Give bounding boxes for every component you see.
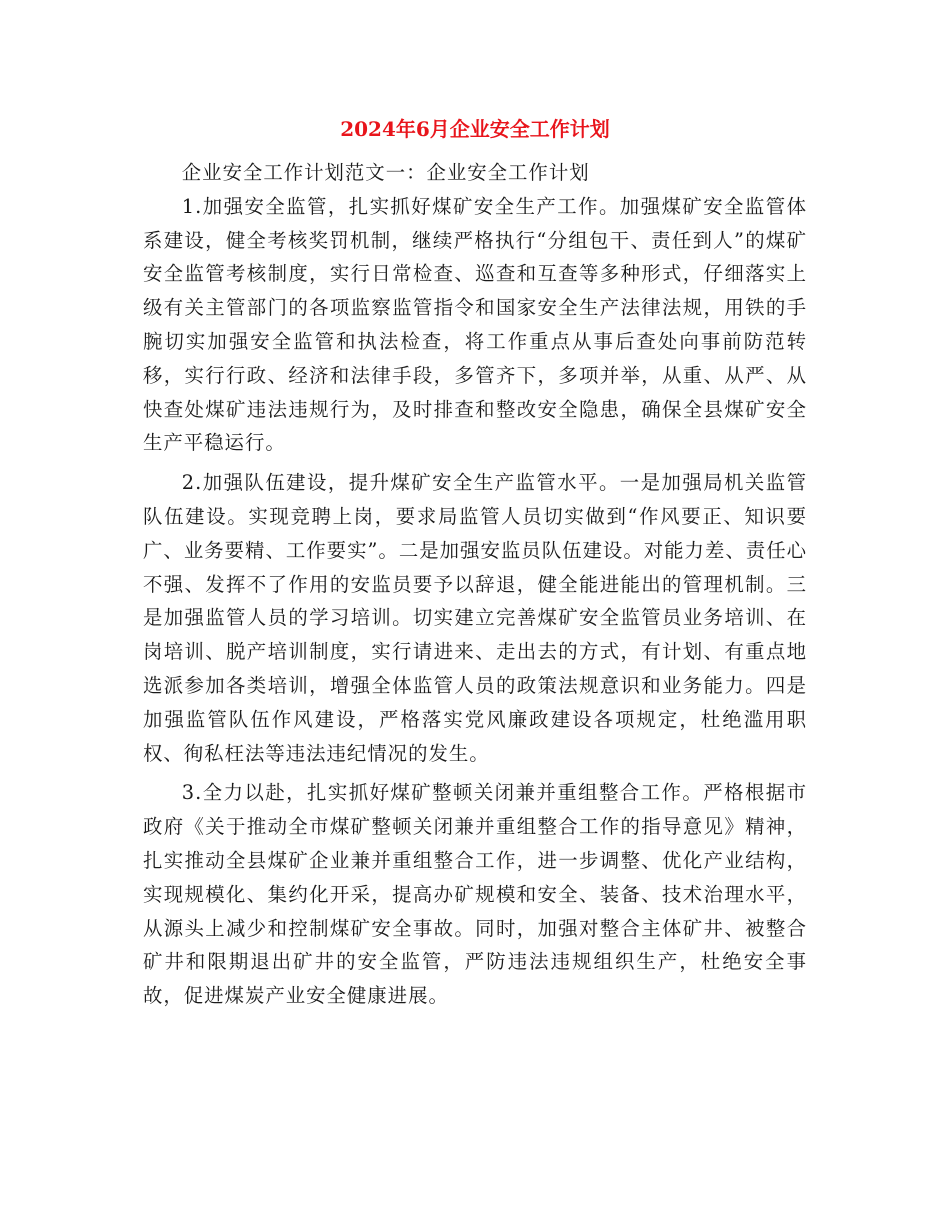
paragraph-item-3: 3.全力以赴，扎实抓好煤矿整顿关闭兼并重组整合工作。严格根据市政府《关于推动全市煤矿整顿关闭兼并重组整合工作的指导意见》精神，扎实推动全县煤矿企业兼并重组整合工作，进一步调整、优化产业结构，实现规模化、集约化开采，提高办矿规模和安全、装备、技术治理水平，从源头上减少和控制煤矿安全事故。同时，加强对整合主体矿井、被整合矿井和限期退出矿井的安全监管，严防违法违规组织生产，杜绝安全事故，促进煤炭产业安全健康进展。 [143,781,807,1008]
document-subtitle-paragraph: 企业安全工作计划范文一：企业安全工作计划 [181,161,590,184]
document-title: 2024年6月企业安全工作计划 [340,117,610,141]
document-body [143,156,807,1013]
paragraph-item-1: 1.加强安全监管，扎实抓好煤矿安全生产工作。加强煤矿安全监管体系建设，健全考核奖罚机制，继续严格执行“分组包干、责任到人”的煤矿安全监管考核制度，实行日常检查、巡查和互查等多种形式，仔细落实上级有关主管部门的各项监察监管指令和国家安全生产法律法规，用铁的手腕切实加强安全监管和执法检查，将工作重点从事后查处向事前防范转移，实行行政、经济和法律手段，多管齐下，多项并举，从重、从严、从快查处煤矿违法违规行为，及时排查和整改安全隐患，确保全县煤矿安全生产平稳运行。 [143,194,807,455]
paragraph-item-2: 2.加强队伍建设，提升煤矿安全生产监管水平。一是加强局机关监管队伍建设。实现竞聘上岗，要求局监管人员切实做到“作风要正、知识要广、业务要精、工作要实”。二是加强安监员队伍建设。对能力差、责任心不强、发挥不了作用的安监员要予以辞退，健全能进能出的管理机制。三是加强监管人员的学习培训。切实建立完善煤矿安全监管员业务培训、在岗培训、脱产培训制度，实行请进来、走出去的方式，有计划、有重点地选派参加各类培训，增强全体监管人员的政策法规意识和业务能力。四是加强监管队伍作风建设，严格落实党风廉政建设各项规定，杜绝滥用职权、徇私枉法等违法违纪情况的发生。 [143,471,807,765]
